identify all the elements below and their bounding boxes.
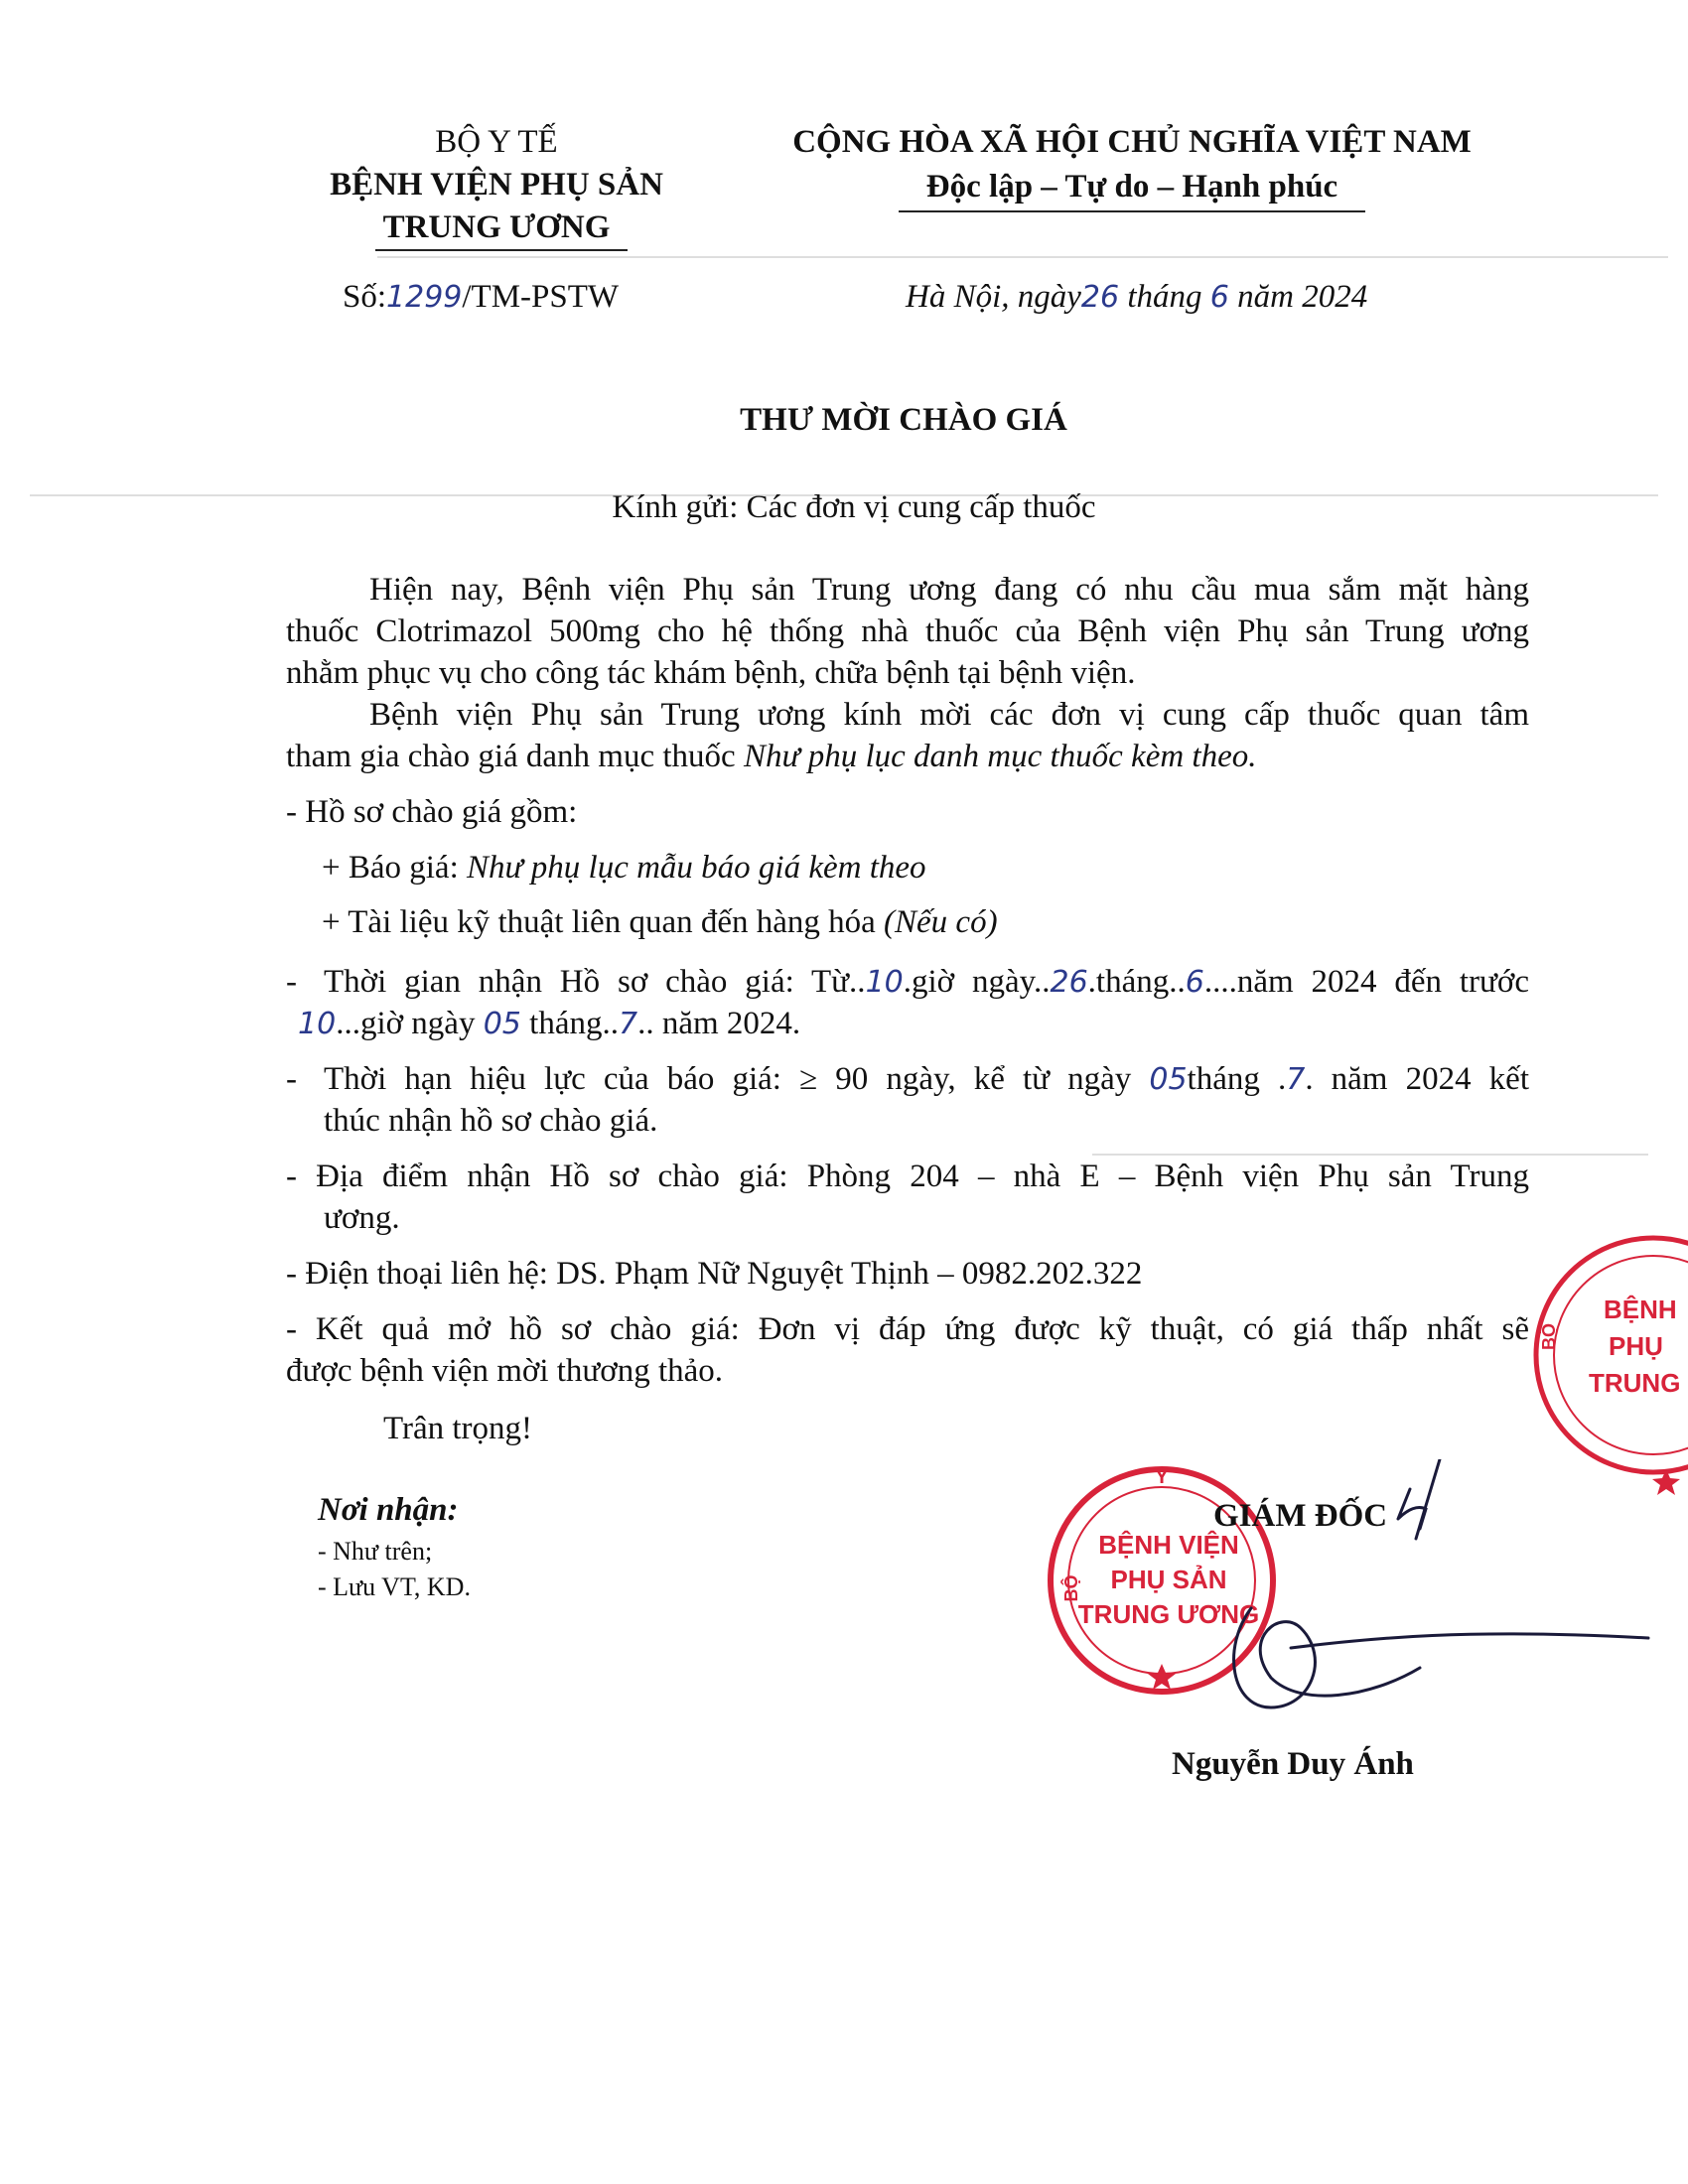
paragraph-1-line-2: thuốc Clotrimazol 500mg cho hệ thống nhà thuốc của Bệnh viện Phụ sản Trung ương: [286, 614, 1529, 649]
result-line-2: được bệnh viện mời thương thảo.: [286, 1353, 724, 1389]
salutation: Kính gửi: Các đơn vị cung cấp thuốc: [612, 489, 1096, 525]
side-stamp-line-1: BỆNH: [1604, 1295, 1677, 1324]
handwritten-signature: [1142, 1459, 1658, 1717]
handwritten-month: 6: [1209, 280, 1229, 315]
signatory-position: GIÁM ĐỐC: [1213, 1498, 1388, 1534]
side-stamp-line-3: TRUNG: [1589, 1368, 1681, 1398]
national-motto: Độc lập – Tự do – Hạnh phúc: [925, 169, 1338, 205]
dossier-label: - Hồ sơ chào giá gồm:: [286, 794, 578, 830]
handwritten-day: 26: [1080, 280, 1120, 315]
closing: Trân trọng!: [383, 1411, 533, 1446]
motto-underline: [899, 210, 1365, 212]
side-stamp-letters: BỘ: [1539, 1323, 1559, 1350]
result-line-1: - Kết quả mở hồ sơ chào giá: Đơn vị đáp ứng được kỹ thuật, có giá thấp nhất sẽ: [286, 1311, 1529, 1347]
location-line-1: - Địa điểm nhận Hồ sơ chào giá: Phòng 204 – nhà E – Bệnh viện Phụ sản Trung: [286, 1159, 1529, 1194]
paragraph-1-line-3: nhằm phục vụ cho công tác khám bệnh, chữa bệnh tại bệnh viện.: [286, 655, 1136, 691]
technical-docs-item: + Tài liệu kỹ thuật liên quan đến hàng hóa (Nếu có): [322, 904, 998, 940]
stamp-line-2: PHỤ SẢN: [1110, 1565, 1227, 1594]
location-line-2: ương.: [324, 1200, 400, 1236]
hospital-name-line2: TRUNG ƯƠNG: [382, 209, 611, 245]
document-number: Số:1299/TM-PSTW: [343, 279, 620, 315]
contact-phone: - Điện thoại liên hệ: DS. Phạm Nữ Nguyệt Thịnh – 0982.202.322: [286, 1256, 1143, 1292]
stamp-side-letters: BỘ: [1061, 1574, 1081, 1602]
hospital-name-line1: BỆNH VIỆN PHỤ SẢN: [330, 167, 663, 203]
stamp-line-1: BỆNH VIỆN: [1098, 1530, 1239, 1560]
issue-date: Hà Nội, ngày26 tháng 6 năm 2024: [906, 279, 1368, 315]
paragraph-2-line-1: Bệnh viện Phụ sản Trung ương kính mời các đơn vị cung cấp thuốc quan tâm: [369, 697, 1529, 733]
validity-line-2: thúc nhận hồ sơ chào giá.: [324, 1103, 658, 1139]
stamp-line-3: TRUNG ƯƠNG: [1077, 1599, 1260, 1629]
time-dash: -: [286, 964, 297, 1000]
scan-artifact: [377, 256, 1668, 258]
recipients-label: Nơi nhận:: [318, 1492, 459, 1528]
stamp-top-letter: Y: [1155, 1466, 1169, 1488]
validity-dash: -: [286, 1061, 297, 1097]
hospital-underline: [375, 249, 628, 251]
paragraph-1-line-1: Hiện nay, Bệnh viện Phụ sản Trung ương đang có nhu cầu mua sắm mặt hàng: [369, 572, 1529, 608]
paragraph-2-line-2: tham gia chào giá danh mục thuốc Như phụ lục danh mục thuốc kèm theo.: [286, 739, 1257, 774]
signatory-name: Nguyễn Duy Ánh: [1172, 1746, 1414, 1782]
ministry-name: BỘ Y TẾ: [435, 124, 558, 160]
handwritten-number: 1299: [386, 280, 463, 315]
recipient-1: - Như trên;: [318, 1537, 433, 1566]
recipient-2: - Lưu VT, KD.: [318, 1572, 471, 1601]
quote-item: + Báo giá: Như phụ lục mẫu báo giá kèm theo: [322, 850, 926, 886]
side-stamp-line-2: PHỤ: [1609, 1331, 1663, 1361]
receiving-time-line-2: 10...giờ ngày 05 tháng..7.. năm 2024.: [298, 1006, 801, 1041]
country-name: CỘNG HÒA XÃ HỘI CHỦ NGHĨA VIỆT NAM: [792, 124, 1472, 160]
document-title: THƯ MỜI CHÀO GIÁ: [740, 402, 1067, 438]
receiving-time-line-1: Thời gian nhận Hồ sơ chào giá: Từ..10.giờ ngày..26.tháng..6....năm 2024 đến trước: [324, 964, 1530, 1000]
validity-line-1: Thời hạn hiệu lực của báo giá: ≥ 90 ngày, kể từ ngày 05tháng .7. năm 2024 kết: [324, 1061, 1529, 1097]
